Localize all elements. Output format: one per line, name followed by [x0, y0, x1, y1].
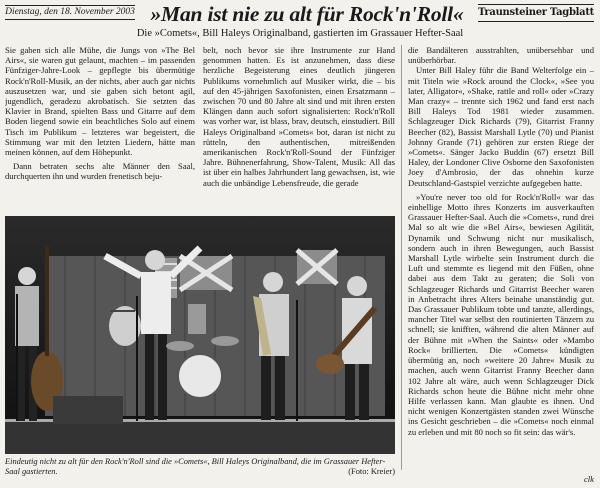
- column-divider: [401, 45, 402, 470]
- newspaper-masthead: Traunsteiner Tagblatt: [478, 4, 594, 22]
- band-photo: [5, 216, 395, 454]
- caption-text: Eindeutig nicht zu alt für den Rock'n'Roll sind die »Comets«, Bill Haleys Originalband, die im Grassauer Hefter-Saal gastierten.: [5, 457, 386, 476]
- band-photo-illustration: [5, 216, 395, 454]
- photo-credit: (Foto: Kreier): [348, 467, 395, 476]
- paragraph: belt, noch bevor sie ihre Instrumente zur Hand genommen hatten. Es ist anzunehmen, dass diese herzliche Begeisterung eines deutlich jüngeren Publikums vornehmlich auf Musiker wirkt, die – bis auf den 45-jährigen Saxofonisten, einen Ersatzmann – zwischen 70 und 80 Jahre alt sind und mit ihren ersten Klängen dann auch sofort signalisierten: Rock'n'Roll was vorher war, ist blass, brav, deutsch, einstudiert. Bill Haleys Originalband »Comets« bot, daran ist nicht zu rütteln, den authentischen, mitreißenden amerikanischen Rock'n'Roll-Sound der Fünfziger Jahre. Bühnenerfahrung, Show-Talent, Musik: All das ist über ein halbes Jahrhundert lang gewachsen, ist, wie auch die unbändige Lebensfreude, die gerade: [203, 45, 395, 188]
- article-column-1: [5, 45, 195, 215]
- subheadline: Die »Comets«, Bill Haleys Originalband, gastierten im Grassauer Hefter-Saal: [136, 28, 464, 39]
- paragraph: Unter Bill Haley führ die Band Welterfolge ein – mit Titeln wie »Rock around the Clock«, »See you later, Alligator«, »Shake, rattle and roll« oder »Crazy Man crazy« – trennte sich 1962 und fand erst nach Bill Haleys Tod 1981 wieder zusammen. Schlagzeuger Dick Richards (79), Gitarrist Franny Beecher (82), Bassist Marshall Lytle (70) und Pianist Johnny Grande (71) gehören zur ersten Riege der »Comets«. Sänger Jacko Buddin (67) ersetzt Bill Haley, der Londoner Clive Osborne den Saxofonisten Joey d'Ambrosio, der das ohnehin kurze Deutschland-Gastspiel verzichte aufgegeben hatte.: [408, 65, 594, 188]
- author-initials: clk: [583, 474, 594, 484]
- flag-right: [297, 250, 337, 284]
- article-column-3: [408, 45, 594, 470]
- paragraph: Sie gaben sich alle Mühe, die Jungs von »The Bel Airs«, sie waren gut gelaunt, machten – im passenden Fünfziger-Jahre-Look – gepflegte bis übermütige Rock'n'Roll-Musik, an der nichts, aber auch gar nichts auszusetzen war, und sie gaben sich betont agil, jugendlich, geradezu akrobatisch. Sie setzten das Klavier in Brand, spielten Bass und Gitarre auf dem Boden liegend sowie ein beachtliches Solo auf einem Tisch im Publikum – letzteres war begeistert, die Stimmung war mit den letzten Liedern, hätte man meinen können, auf dem Höhepunkt.: [5, 45, 195, 158]
- amplifier: [53, 396, 123, 424]
- article-column-2: [203, 45, 395, 215]
- paragraph: die Bandälteren ausstrahlten, unübersehbar und unüberhörbar.: [408, 45, 594, 66]
- paragraph: Dann betraten sechs alte Männer den Saal, durchquerten ihn und wurden frenetisch beju-: [5, 161, 195, 182]
- headline: »Man ist nie zu alt für Rock'n'Roll«: [150, 2, 464, 26]
- issue-date: Dienstag, den 18. November 2003: [5, 5, 135, 20]
- paragraph: »You're never too old for Rock'n'Roll« war das einhellige Motto ihres Konzerts im ausverkauften Grassauer Hefter-Saal. Auch die »Comets«, rund drei Mal so alt wie die »Bel Airs«, bewiesen Agilität, Dynamik und Schwung nicht nur musikalisch, sondern auch in ihren Bewegungen, auch Bassist Marshall Lytle wirbelte sein Instrument durch die Luft und stemmte es liegend mit den Füßen, ohne dabei aus dem Takt zu geraten; die Soli von Schlagzeuger Richards und Gitarrist Beecher waren in Anbetracht ihres Alters beinahe unanständig gut. Das Grassauer Publikum tobte und tanzte, allerdings, mancher Titel war selbst den routinierten Tänzern zu schnell; sie knifften, während die alten Männer auf der Bühne mit »When the Saints« oder »Mambo Rock« brillierten. Die »Comets« kündigten übermütig an, noch »weitere 20 Jahre« Musik zu machen, auch wenn Gitarrist Franny Beecher dann 102 Jahre alt wäre, auch wenn Schlagzeuger Dick Richards schon heute die Bühne nicht mehr ohne Hilfe verlassen kann. Man glaubte es ihnen. Und nicht wenigen Konzertgästen standen zwei Wünsche ins Gesicht geschrieben – die »Comets« noch einmal zu erleben und mit 80 noch so fit sein: das wär's.: [408, 191, 594, 437]
- photo-caption: [5, 457, 395, 485]
